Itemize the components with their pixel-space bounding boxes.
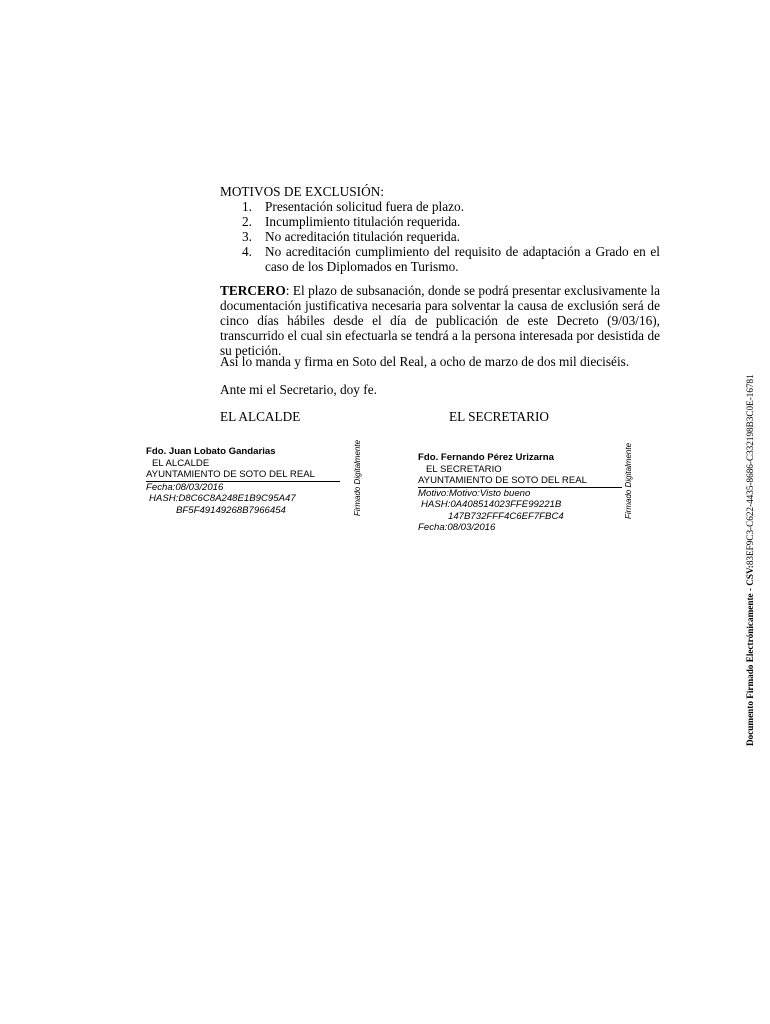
list-item-text: No acreditación cumplimiento del requisito de adaptación a Grado en el caso de los Diplomados en Turismo. (265, 244, 660, 274)
signer-role: EL SECRETARIO (426, 463, 502, 475)
signature-date: Fecha:08/03/2016 (146, 481, 224, 493)
signature-reason: Motivo:Motivo:Visto bueno (418, 487, 531, 499)
tercero-text: : El plazo de subsanación, donde se podrá presentar exclusivamente la documentación justificativa necesaria para solventar la causa de exclusión será de cinco días hábiles desde el día de publicación de este Decreto (9/03/16), transcurrido el cual sin efectuarla se tendrá a la persona interesada por desistida de su petición. (220, 283, 660, 358)
signer-name: Fdo. Juan Lobato Gandarias (146, 446, 276, 457)
secretario-heading: EL SECRETARIO (449, 409, 550, 424)
signer-organization: AYUNTAMIENTO DE SOTO DEL REAL (146, 469, 315, 480)
signer-name: Fdo. Fernando Pérez Urizarna (418, 452, 554, 463)
signature-date: Fecha:08/03/2016 (418, 522, 496, 533)
ante-paragraph: Ante mi el Secretario, doy fe. (220, 382, 377, 397)
tercero-paragraph (220, 283, 660, 358)
tercero-label: TERCERO (220, 283, 286, 298)
list-item (220, 229, 660, 244)
signature-hash-line-2: BF5F49149268B7966454 (176, 504, 286, 516)
list-item (220, 214, 660, 229)
alcalde-heading: EL ALCALDE (220, 409, 301, 424)
motivos-title: MOTIVOS DE EXCLUSIÓN: (220, 184, 384, 199)
list-item-number: 4. (242, 244, 252, 259)
manda-paragraph: Así lo manda y firma en Soto del Real, a ocho de marzo de dos mil dieciséis. (220, 354, 630, 369)
motivos-list (220, 199, 660, 274)
signer-organization: AYUNTAMIENTO DE SOTO DEL REAL (418, 475, 587, 486)
list-item-text: Presentación solicitud fuera de plazo. (265, 199, 465, 214)
csv-label: Documento Firmado Electrónicamente - CSV: (745, 565, 755, 746)
list-item-text: Incumplimiento titulación requerida. (265, 214, 461, 229)
list-item-number: 3. (242, 229, 252, 244)
csv-verification-code (745, 374, 755, 746)
signature-hash-line-1: HASH:D8C6C8A248E1B9C95A47 (149, 493, 296, 504)
digital-signature-stamp: Firmado Digitalmente (353, 439, 362, 516)
list-item-number: 1. (242, 199, 252, 214)
list-item-text: No acreditación titulación requerida. (265, 229, 460, 244)
list-item (220, 199, 660, 214)
list-item (220, 244, 660, 274)
digital-signature-stamp: Firmado Digitalmente (624, 442, 633, 519)
signer-role: EL ALCALDE (152, 457, 210, 469)
list-item-number: 2. (242, 214, 252, 229)
csv-code: 83EF9C3-C622-4435-8686-C332198B3C0E-16781 (745, 374, 755, 566)
signature-hash-line-2: 147B732FFF4C6EF7FBC4 (448, 510, 564, 522)
signature-hash-line-1: HASH:0A408514023FFE99221B (421, 499, 562, 510)
